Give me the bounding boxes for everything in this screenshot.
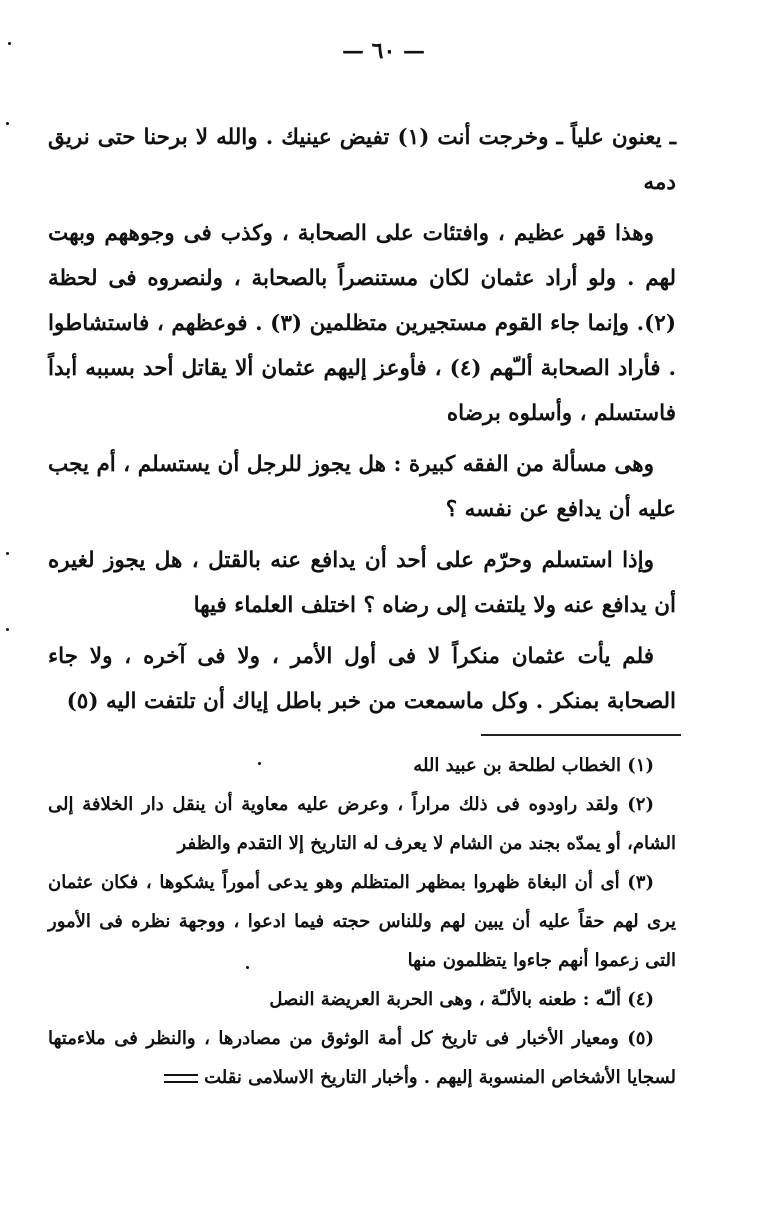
footnote-last [48, 1019, 676, 1097]
footnotes [48, 746, 676, 1097]
paragraph: ـ يعنون علياً ـ وخرجت أنت (١) تفيض عينيك . والله لا برحنا حتى نريق دمه [48, 125, 676, 195]
footnote: (٣) أى أن البغاة ظهروا بمظهر المتظلم وهو يدعى أموراً يشكوها ، فكان عثمان يرى لهم حقاً عليه أن يبين لهم وللناس حجته فيما ادعوا ، ووجهة نظره فى الأمور التى زعموا أنهم جاءوا يتظلمون منها [48, 872, 676, 971]
page-number: — ٦٠ — [342, 38, 425, 64]
scan-speck [258, 762, 261, 765]
continuation-mark [164, 1074, 198, 1083]
scan-speck [6, 628, 9, 631]
paragraph: فلم يأت عثمان منكراً لا فى أول الأمر ، ولا فى آخره ، ولا جاء الصحابة بمنكر . وكل ماسمعت من خبر باطل إياك أن تلتفت اليه (٥) [48, 644, 676, 714]
scan-speck [8, 42, 11, 45]
main-text [48, 115, 676, 730]
paragraph: وهى مسألة من الفقه كبيرة : هل يجوز للرجل أن يستسلم ، أم يجب عليه أن يدافع عن نفسه ؟ [48, 452, 676, 522]
scan-speck [6, 122, 9, 125]
footnote: (١) الخطاب لطلحة بن عبيد الله [413, 755, 654, 776]
scan-speck [246, 966, 249, 969]
footnote-text: (٥) ومعيار الأخبار فى تاريخ كل أمة الوثوق من مصادرها ، والنظر فى ملاءمتها لسجايا الأشخاص المنسوبة إليهم . وأخبار التاريخ الاسلامى نقلت [48, 1028, 676, 1088]
scan-speck [6, 552, 9, 555]
footnote: (٤) ألـّه : طعنه بالألـّة ، وهى الحربة العريضة النصل [269, 989, 654, 1010]
footnote-separator [481, 734, 681, 736]
paragraph: وإذا استسلم وحرّم على أحد أن يدافع عنه بالقتل ، هل يجوز لغيره أن يدافع عنه ولا يلتفت إلى رضاه ؟ اختلف العلماء فيها [48, 548, 676, 618]
footnote: (٢) ولقد راودوه فى ذلك مراراً ، وعرض عليه معاوية أن ينقل دار الخلافة إلى الشام، أو يمدّه بجند من الشام لا يعرف له التاريخ إلا التقدم والظفر [48, 794, 676, 854]
paragraph: وهذا قهر عظيم ، وافتئات على الصحابة ، وكذب فى وجوههم وبهت لهم . ولو أراد عثمان لكان مستنصراً بالصحابة ، ولنصروه فى لحظة (٢). وإنما جاء القوم مستجيرين متظلمين (٣) . فوعظهم ، فاستشاطوا . فأراد الصحابة ألـّهم (٤) ، فأوعز إليهم عثمان ألا يقاتل أحد بسببه أبداً فاستسلم ، وأسلوه برضاه [48, 221, 676, 426]
